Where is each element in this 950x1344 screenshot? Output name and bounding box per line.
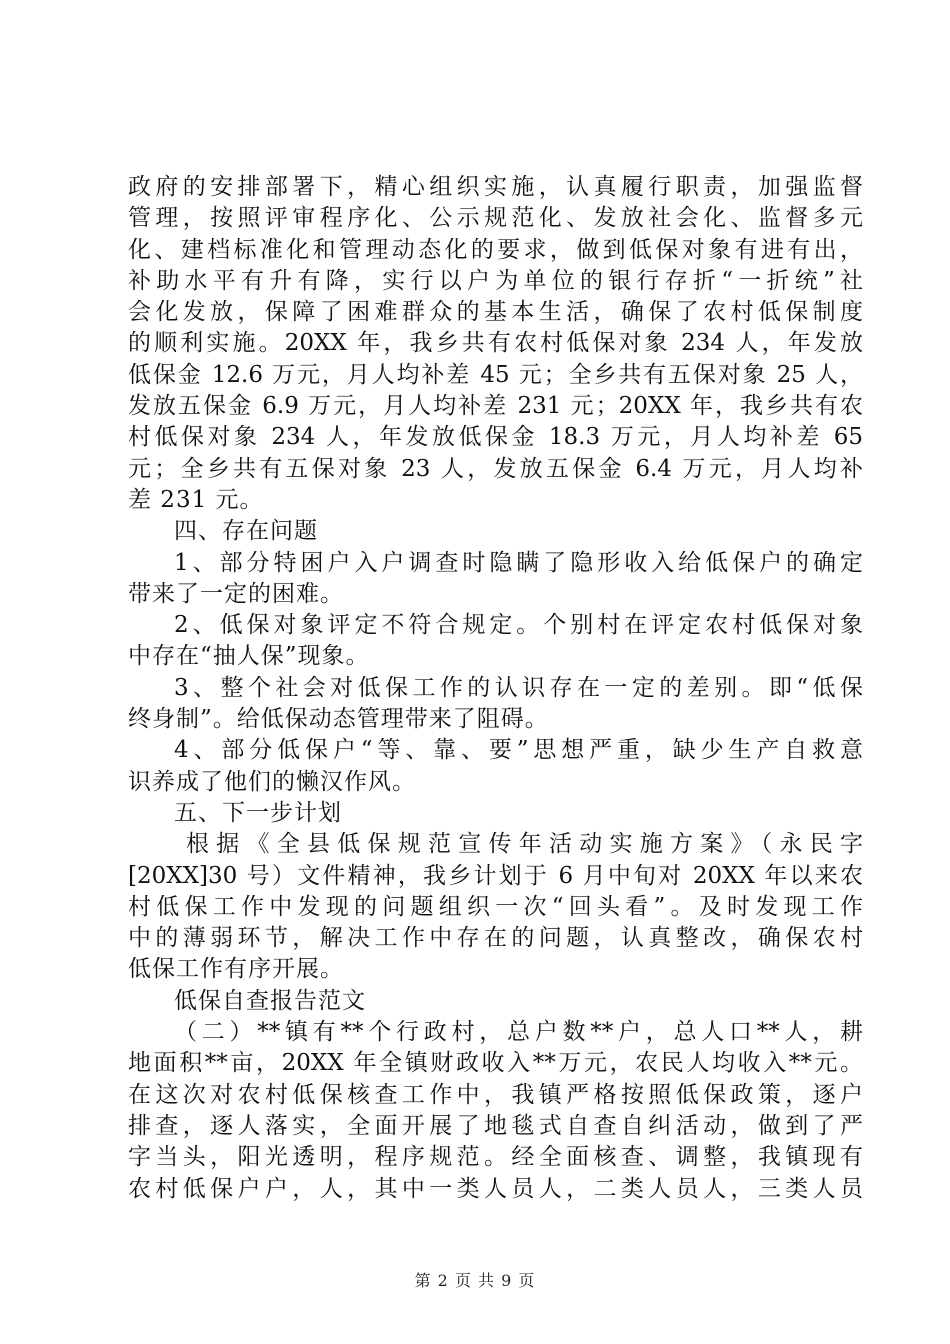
text-line: 排查，逐人落实，全面开展了地毯式自查自纠活动，做到了严 xyxy=(128,1112,863,1139)
text-line: 五、下一步计划 xyxy=(174,799,342,826)
text-line: 2、低保对象评定不符合规定。个别村在评定农村低保对象 xyxy=(174,612,863,639)
text-line: 字当头，阳光透明，程序规范。经全面核查、调整，我镇现有 xyxy=(128,1144,863,1171)
document-body xyxy=(128,172,863,1205)
text-line: 低保金 12.6 万元，月人均补差 45 元；全乡共有五保对象 25 人， xyxy=(128,361,863,388)
text-line: 农村低保户户，人，其中一类人员人，二类人员人，三类人员 xyxy=(128,1175,863,1202)
text-line: 会化发放，保障了困难群众的基本生活，确保了农村低保制度 xyxy=(128,299,863,326)
text-line: 政府的安排部署下，精心组织实施，认真履行职责，加强监督 xyxy=(128,174,863,200)
text-line: （二）**镇有**个行政村，总户数**户，总人口**人，耕 xyxy=(174,1019,863,1046)
text-line: 4、部分低保户“等、靠、要”思想严重，缺少生产自救意 xyxy=(174,737,863,764)
text-line: 3、整个社会对低保工作的认识存在一定的差别。即“低保 xyxy=(174,674,863,701)
text-line: 地面积**亩，20XX 年全镇财政收入**万元，农民人均收入**元。 xyxy=(128,1050,863,1077)
text-line: 差 231 元。 xyxy=(128,486,264,513)
text-line: 四、存在问题 xyxy=(174,518,318,545)
text-line: 低保自查报告范文 xyxy=(174,987,366,1014)
text-line: 补助水平有升有降，实行以户为单位的银行存折“一折统”社 xyxy=(128,267,863,294)
text-line: 村低保对象 234 人，年发放低保金 18.3 万元，月人均补差 65 xyxy=(128,424,863,451)
text-line: 在这次对农村低保核查工作中，我镇严格按照低保政策，逐户 xyxy=(128,1081,863,1108)
text-line: 识养成了他们的懒汉作风。 xyxy=(128,768,416,795)
text-line: 化、建档标准化和管理动态化的要求，做到低保对象有进有出， xyxy=(128,236,863,263)
text-line: 低保工作有序开展。 xyxy=(128,956,344,983)
text-line: 的顺利实施。20XX 年，我乡共有农村低保对象 234 人，年发放 xyxy=(128,330,863,357)
text-line: 管理，按照评审程序化、公示规范化、发放社会化、监督多元 xyxy=(128,205,863,232)
text-line: 根据《全县低保规范宣传年活动实施方案》（永民字 xyxy=(186,831,863,858)
text-line: 中存在“抽人保”现象。 xyxy=(128,643,370,670)
text-line: 村低保工作中发现的问题组织一次“回头看”。及时发现工作 xyxy=(128,893,863,920)
text-line: 终身制”。给低保动态管理带来了阻碍。 xyxy=(128,706,549,733)
text-line: 1、部分特困户入户调查时隐瞒了隐形收入给低保户的确定 xyxy=(174,549,863,576)
text-line: 带来了一定的困难。 xyxy=(128,580,344,607)
text-line: 元；全乡共有五保对象 23 人，发放五保金 6.4 万元，月人均补 xyxy=(128,455,863,482)
text-line: 发放五保金 6.9 万元，月人均补差 231 元；20XX 年，我乡共有农 xyxy=(128,393,863,420)
text-line: [20XX]30 号）文件精神，我乡计划于 6 月中旬对 20XX 年以来农 xyxy=(128,862,863,889)
page-footer: 第 2 页 共 9 页 xyxy=(414,1271,536,1290)
text-line: 中的薄弱环节，解决工作中存在的问题，认真整改，确保农村 xyxy=(128,925,863,952)
